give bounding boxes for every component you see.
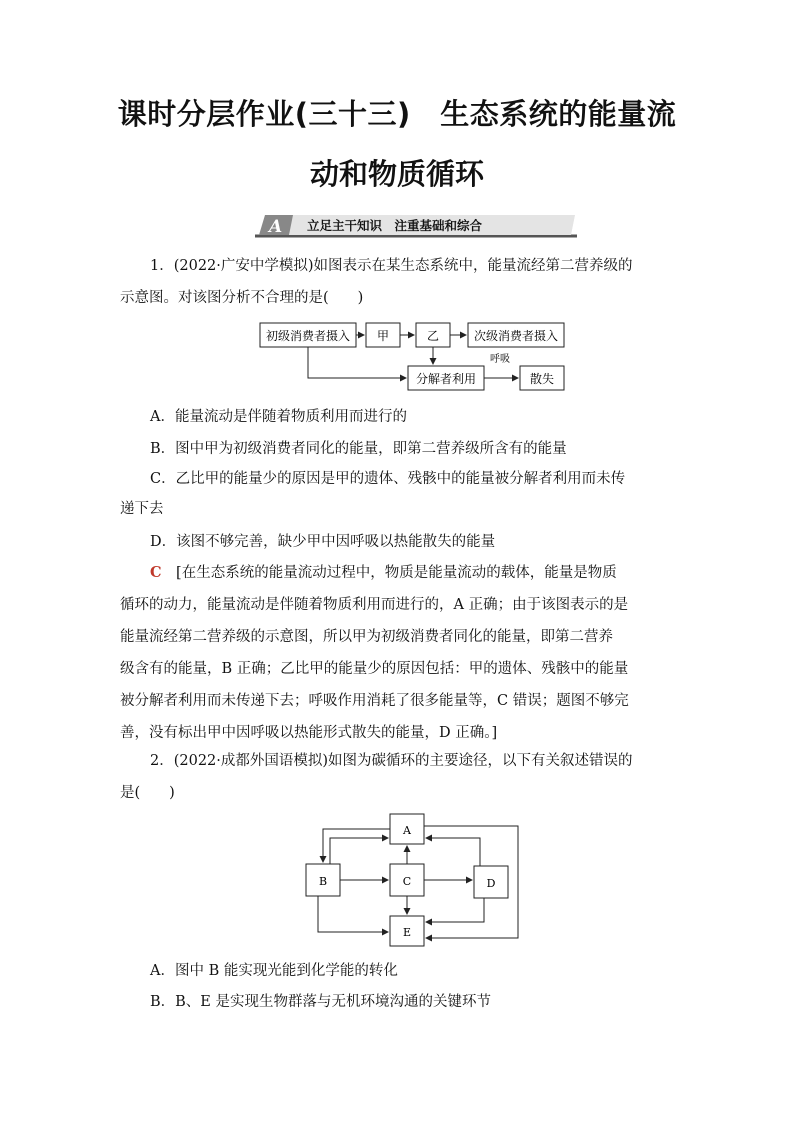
banner-text: 立足主干知识 注重基础和综合 — [307, 218, 483, 233]
q1-option-b: B．图中甲为初级消费者同化的能量，即第二营养级所含有的能量 — [150, 441, 567, 457]
node-e-label: E — [402, 926, 412, 939]
arrow-intake-decomposer — [308, 347, 406, 378]
arrow-d-e — [426, 898, 484, 922]
node-b-label: B — [318, 875, 328, 888]
node-d-label: D — [486, 877, 496, 890]
box-primary-intake-label: 初级消费者摄入 — [265, 329, 351, 343]
q1-energy-flow-diagram — [258, 318, 568, 394]
q1-option-d: D．该图不够完善，缺少甲中因呼吸以热能散失的能量 — [150, 534, 496, 550]
q1-option-a: A．能量流动是伴随着物质利用而进行的 — [150, 409, 407, 425]
banner-letter: A — [269, 217, 283, 237]
box-dissipate-label: 散失 — [529, 372, 555, 386]
q2-stem-line1: 2．(2022·成都外国语模拟)如图为碳循环的主要途径，以下有关叙述错误的 — [150, 753, 633, 769]
box-decomposer-label: 分解者利用 — [415, 372, 477, 386]
node-a-label: A — [403, 824, 411, 837]
box-jia-label: 甲 — [376, 329, 390, 343]
q1-option-c-line1: C．乙比甲的能量少的原因是甲的遗体、残骸中的能量被分解者利用而未传 — [150, 471, 626, 487]
box-secondary-intake-label: 次级消费者摄入 — [473, 329, 559, 343]
respiration-label: 呼吸 — [490, 354, 510, 365]
q1-stem-line1: 1．(2022·广安中学模拟)如图表示在某生态系统中，能量流经第二营养级的 — [150, 258, 633, 274]
page-title-line1: 课时分层作业(三十三) 生态系统的能量流 — [117, 97, 677, 131]
page-title-line2: 动和物质循环 — [309, 157, 484, 191]
q2-carbon-cycle-diagram — [300, 810, 522, 950]
section-banner — [255, 212, 577, 240]
q1-answer-line1 — [150, 557, 676, 590]
q1-option-c-line2: 递下去 — [120, 501, 164, 517]
q1-answer-line2: 循环的动力，能量流动是伴随着物质利用而进行的，A 正确；由于该图表示的是 — [120, 597, 629, 613]
q1-answer-line5: 被分解者利用而未传递下去；呼吸作用消耗了很多能量等，C 错误；题图不够完 — [120, 693, 629, 709]
q2-option-b: B．B、E 是实现生物群落与无机环境沟通的关键环节 — [150, 994, 492, 1010]
q1-answer-line4: 级含有的能量，B 正确；乙比甲的能量少的原因包括：甲的遗体、残骸中的能量 — [120, 661, 629, 677]
q1-answer-line6: 善，没有标出甲中因呼吸以热能形式散失的能量，D 正确。] — [120, 725, 498, 741]
q1-answer-line3: 能量流经第二营养级的示意图，所以甲为初级消费者同化的能量，即第二营养 — [120, 629, 613, 645]
arrow-d-a — [426, 838, 480, 866]
q2-option-a: A．图中 B 能实现光能到化学能的转化 — [150, 963, 398, 979]
arrow-a-b — [323, 829, 390, 862]
box-yi-label: 乙 — [426, 329, 440, 343]
q1-answer-letter: C — [150, 564, 162, 581]
arrow-b-e — [318, 896, 388, 932]
q1-answer-text-line1: [在生态系统的能量流动过程中，物质是能量流动的载体，能量是物质 — [161, 565, 617, 581]
arrow-b-a — [330, 838, 388, 864]
q2-stem-line2: 是( ) — [120, 785, 175, 801]
node-c-label: C — [402, 875, 412, 888]
q1-stem-line2: 示意图。对该图分析不合理的是( ) — [120, 290, 364, 306]
